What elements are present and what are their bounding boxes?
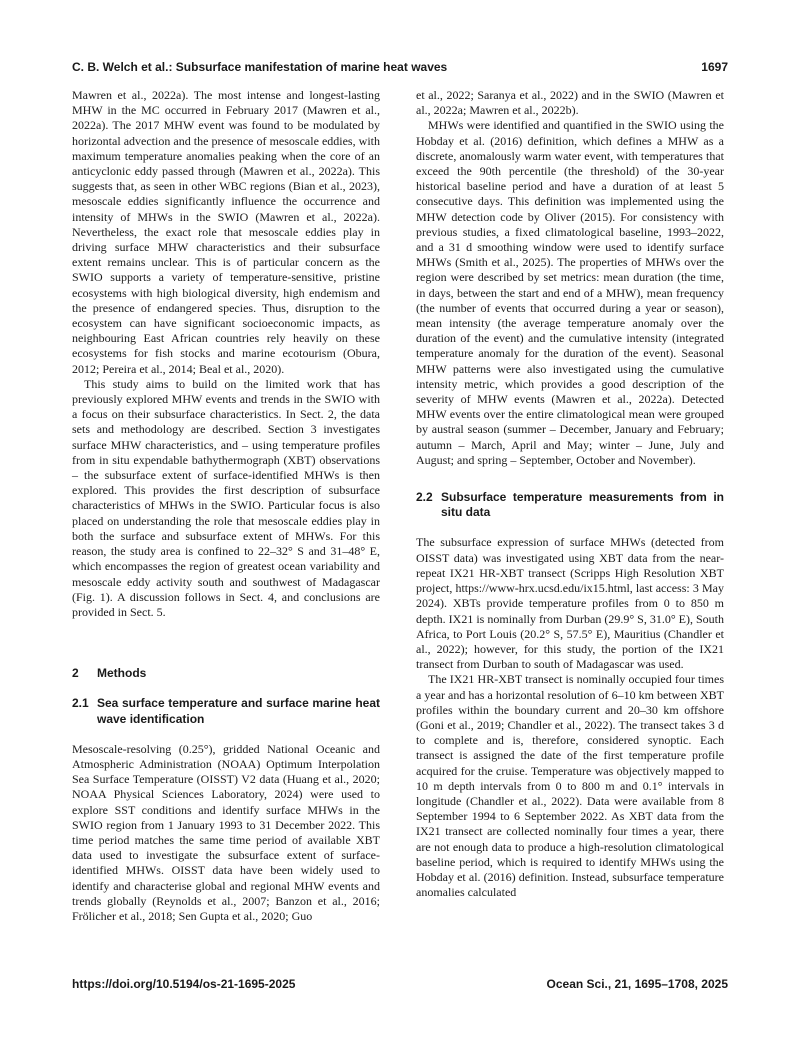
journal-citation: Ocean Sci., 21, 1695–1708, 2025 [546,977,728,991]
paragraph: MHWs were identified and quantified in the SWIO using the Hobday et al. (2016) definition, which defines a MHW as a discrete, anomalously warm water event, with temperatures that exceed the 90th percentile (the threshold) of the 30-year historical baseline period and have a duration of at least 5 consecutive days. This definition was implemented using the MHW detection code by Oliver (2015). For consistency with previous studies, a fixed climatological baseline, 1993–2022, and a 31 d smoothing window were used to identify surface MHWs (Smith et al., 2025). The properties of MHWs over the region were described by set metrics: mean duration (the time, in days, between the start and end of a MHW), mean frequency (the number of events that occurred during a year or season), mean intensity (the average temperature anomaly over the duration of the event) and the cumulative intensity (integrated temperature anomaly for the duration of the event). Seasonal MHW patterns were also investigated using the cumulative intensity metric, which provides a good description of the severity of MHW events (Mawren et al., 2022a). Detected MHW events over the entire climatological mean were grouped by austral season (summer – December, January and February; autumn – March, April and May; winter – June, July and August; and spring – September, October and November). [416,118,724,467]
paragraph: The subsurface expression of surface MHWs (detected from OISST data) was investigated using XBT data from the near-repeat IX21 HR-XBT transect (Scripps High Resolution XBT project, https://www-hrx.ucsd.edu/ix15.html, last access: 3 May 2024). XBTs provide temperature profiles from 0 to 850 m depth. IX21 is nominally from Durban (29.9° S, 31.0° E), South Africa, to Port Louis (20.2° S, 57.5° E), Mauritius (Chandler et al., 2022); however, for this study, the portion of the IX21 transect from Durban to south of Madagascar was used. [416,535,724,672]
page-number: 1697 [701,60,728,74]
section-heading-2-1: 2.1 Sea surface temperature and surface marine heat wave identification [72,696,380,726]
section-heading-2: 2 Methods [72,666,147,681]
paragraph: The IX21 HR-XBT transect is nominally occupied four times a year and has a horizontal resolution of 6–10 km between XBT profiles within the boundary current and 20–30 km offshore (Goni et al., 2019; Chandler et al., 2022). The transect takes 3 d to complete and is, therefore, considered synoptic. Each transect is assigned the date of the first temperature profile acquired for the cruise. Temperature was objectively mapped to 10 m depth intervals from 0 to 800 m and 0.1° intervals in longitude (Chandler et al., 2022). Data were available from 8 September 1994 to 6 September 2022. As XBT data from the IX21 transect are collected nominally four times a year, there are not enough data to produce a high-resolution climatological baseline period, which is required to identify MHWs using the Hobday et al. (2016) definition. Instead, subsurface temperature anomalies calculated [416,672,724,900]
doi-link[interactable]: https://doi.org/10.5194/os-21-1695-2025 [72,977,296,991]
running-title: C. B. Welch et al.: Subsurface manifestation of marine heat waves [72,60,448,74]
paragraph: This study aims to build on the limited work that has previously explored MHW events and trends in the SWIO with a focus on their subsurface characteristics. In Sect. 2, the data sets and methodology are described. Section 3 investigates surface MHW characteristics, and – using temperature profiles from in situ expendable bathythermograph (XBT) observations – the subsurface extent of surface-identified MHWs is then explored. This provides the first description of subsurface characteristics of MHWs in the SWIO. Particular focus is also placed on understanding the role that mesoscale eddies play in both the surface and subsurface extent of MHWs. For this reason, the study area is confined to 22–32° S and 31–48° E, which encompasses the region of greatest ocean variability and mesoscale eddy activity south and southwest of Madagascar (Fig. 1). A discussion follows in Sect. 4, and conclusions are provided in Sect. 5. [72,376,380,619]
right-column [416,88,724,900]
running-footer [72,977,728,991]
paragraph: Mesoscale-resolving (0.25°), gridded National Oceanic and Atmospheric Administration (NOAA) Optimum Interpolation Sea Surface Temperature (OISST) V2 data (Huang et al., 2020; NOAA Physical Sciences Laboratory, 2024) were used to explore SST conditions and identify surface MHWs in the SWIO region from 1 January 1993 to 31 December 2022. This time period matches the same time period of available XBT data used to investigate the subsurface extent of surface-identified MHWs. OISST data have been widely used to identify and characterise global and regional MHW events and trends globally (Reynolds et al., 2007; Banzon et al., 2016; Frölicher et al., 2018; Sen Gupta et al., 2020; Guo [72,741,380,923]
paragraph: et al., 2022; Saranya et al., 2022) and in the SWIO (Mawren et al., 2022a; Mawren et al., 2022b). [416,88,724,118]
running-header [72,60,728,74]
left-column [72,88,380,924]
section-heading-2-2: 2.2 Subsurface temperature measurements from in situ data [416,490,724,520]
paragraph: Mawren et al., 2022a). The most intense and longest-lasting MHW in the MC occurred in February 2017 (Mawren et al., 2022a). The 2017 MHW event was found to be modulated by horizontal advection and the presence of mesoscale eddies, with maximum temperature anomalies peaking when the core of an anticyclonic eddy passed through (Mawren et al., 2022a). This suggests that, as seen in other WBC regions (Bian et al., 2023), mesoscale eddies significantly influence the occurrence and intensity of MHWs in the SWIO (Mawren et al., 2022a). Nevertheless, the exact role that mesoscale eddies play in driving surface MHW characteristics and their subsurface extent remains unclear. This is of particular concern as the SWIO supports a variety of temperature-sensitive, pristine ecosystems with high biological diversity, high endemism and the presence of endangered species. Thus, disruption to the ecosystem can have significant socioeconomic impacts, as neighbouring East African countries rely heavily on these ecosystems for fish stocks and marine ecotourism (Obura, 2012; Pereira et al., 2014; Beal et al., 2020). [72,88,380,376]
